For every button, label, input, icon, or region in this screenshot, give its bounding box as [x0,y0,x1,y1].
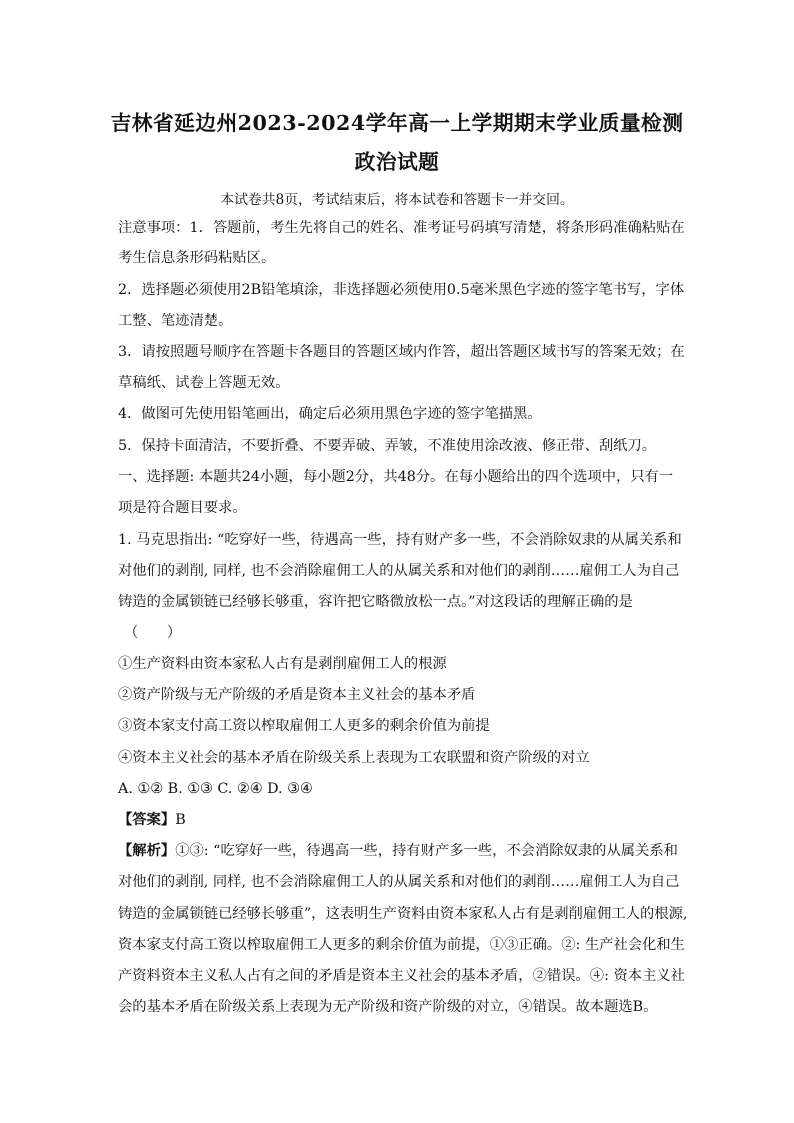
answer-line [118,810,186,830]
section-heading: 一、选择题: 本题共24小题，每小题2分，共48分。在每小题给出的四个选项中，只有一 [118,469,674,485]
analysis-text: ①③: “吃穿好一些，待遇高一些，持有财产多一些，不会消除奴隶的从属关系和 [175,843,678,859]
section-heading: 项是符合题目要求。 [118,500,247,516]
answer-label: 【答案】 [118,812,176,828]
analysis-line: 会的基本矛盾在阶级关系上表现为无产阶级和资产阶级的对立，④错误。故本题选B。 [118,999,658,1015]
question-option: ③资本家支付高工资以榨取雇佣工人更多的剩余价值为前提 [118,718,490,734]
note-line: 注意事项：1．答题前，考生先将自己的姓名、准考证号码填写清楚，将条形码准确粘贴在 [118,220,685,236]
question-blank: （ ） [124,625,182,641]
exam-title-line2: 政治试题 [354,150,440,174]
question-option: ④资本主义社会的基本矛盾在阶级关系上表现为工农联盟和资产阶级的对立 [118,750,590,766]
question-stem-line: 对他们的剥削, 同样, 也不会消除雇佣工人的从属关系和对他们的剥削……雇佣工人为自己 [118,563,680,579]
question-stem-line: 铸造的金属锁链已经够长够重，容许把它略微放松一点。”对这段话的理解正确的是 [118,594,633,610]
answer-choices: A. ①② B. ①③ C. ②④ D. ③④ [118,781,313,797]
analysis-label: 【解析】 [118,843,176,859]
note-line: 考生信息条形码粘贴区。 [118,250,276,266]
answer-value: B [175,812,186,828]
exam-title-line1: 吉林省延边州2023-2024学年高一上学期期末学业质量检测 [110,111,684,135]
question-stem-line: 1. 马克思指出: “吃穿好一些，待遇高一些，持有财产多一些，不会消除奴隶的从属关系和 [118,532,682,548]
note-line: 工整、笔迹清楚。 [118,313,233,329]
analysis-line: 资本家支付高工资以榨取雇佣工人更多的剩余价值为前提，①③正确。②: 生产社会化和生 [118,937,685,953]
note-line: 4．做图可先使用铅笔画出，确定后必须用黑色字迹的签字笔描黑。 [118,406,542,422]
analysis-line [118,841,678,861]
analysis-line: 铸造的金属锁链已经够长够重”，这表明生产资料由资本家私人占有是剥削雇佣工人的根源, [118,906,688,922]
analysis-line: 产资料资本主义私人占有之间的矛盾是资本主义社会的基本矛盾，②错误。④: 资本主义社 [118,968,685,984]
note-line: 草稿纸、试卷上答题无效。 [118,375,290,391]
analysis-line: 对他们的剥削, 同样, 也不会消除雇佣工人的从属关系和对他们的剥削……雇佣工人为自己 [118,874,680,890]
exam-intro: 本试卷共8页，考试结束后，将本试卷和答题卡一并交回。 [220,192,574,208]
question-option: ①生产资料由资本家私人占有是剥削雇佣工人的根源 [118,656,447,672]
question-option: ②资产阶级与无产阶级的矛盾是资本主义社会的基本矛盾 [118,687,476,703]
note-line: 5．保持卡面清洁，不要折叠、不要弄破、弄皱，不准使用涂改液、修正带、刮纸刀。 [118,438,657,454]
note-line: 3．请按照题号顺序在答题卡各题目的答题区域内作答，超出答题区域书写的答案无效；在 [118,344,685,360]
note-line: 2．选择题必须使用2B铅笔填涂，非选择题必须使用0.5毫米黑色字迹的签字笔书写，字体 [118,282,685,298]
